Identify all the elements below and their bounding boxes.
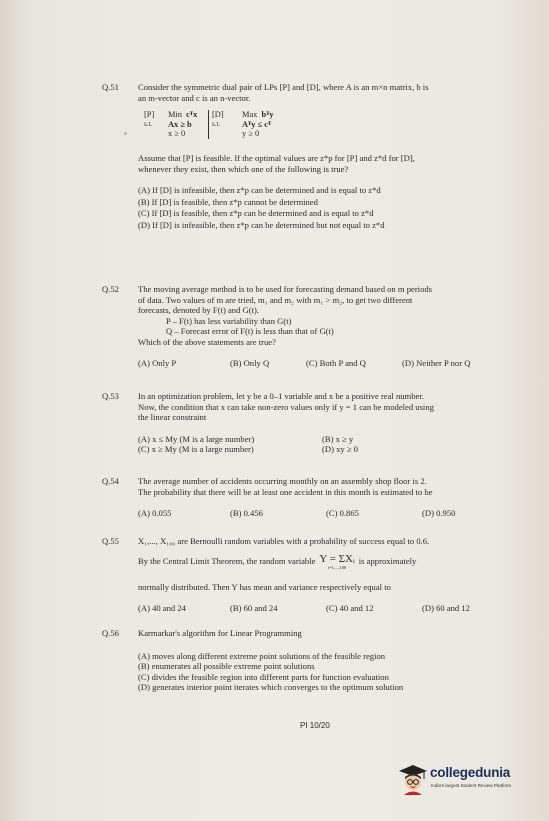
question-text: the linear constraint	[138, 412, 207, 423]
question-text: The moving average method is to be used for forecasting demand based on m periods	[138, 284, 433, 294]
question-number: Q.55	[102, 536, 119, 546]
logo-tagline: India's largest Student Review Platform	[431, 783, 512, 788]
lp-dual-pair	[144, 110, 524, 139]
option-a: (A) moves along different extreme point solutions of the feasible region	[138, 650, 386, 661]
option-d: (D) Neither P nor Q	[402, 357, 471, 368]
option-a: (A) If [D] is infeasible, then z*p can be determined and is equal to z*d	[138, 185, 381, 196]
option-d: (D) 60 and 12	[422, 603, 470, 614]
options-row	[138, 358, 524, 369]
dual-nonneg: y ≥ 0	[242, 129, 260, 139]
options-row	[138, 444, 524, 455]
primal-nonneg: x ≥ 0	[168, 129, 186, 139]
question-text: normally distributed. Then Y has mean and variance respectively equal to	[138, 581, 391, 592]
question-number: Q.53	[102, 391, 119, 401]
option-d: (D) xy ≥ 0	[322, 444, 358, 455]
question-text: By the Central Limit Theorem, the random variable	[138, 555, 316, 566]
question-text: Karmarkar's algorithm for Linear Programming	[138, 628, 302, 638]
option-b: (B) enumerates all possible extreme point solutions	[138, 661, 315, 672]
option-c: (C) x ≥ My (M is a large number)	[138, 444, 254, 455]
question-text: The probability that there will be at least one accident in this month is estimated to be	[138, 486, 433, 497]
option-c: (C) divides the feasible region into different parts for function evaluation	[138, 671, 389, 682]
primal-min: Min	[168, 110, 182, 120]
option-c: (C) If [D] is feasible, then z*p can be determined and is equal to z*d	[138, 208, 374, 219]
statement-p: P – F(t) has less variability than G(t)	[166, 315, 292, 326]
question-55	[104, 536, 524, 614]
option-b: (B) x ≥ y	[322, 433, 354, 444]
question-text: whenever they exist, then which one of the following is true?	[138, 163, 349, 174]
option-d: (D) 0.950	[422, 508, 456, 519]
primal-objective: cᵀx	[186, 110, 198, 120]
dual-objective: bᵀy	[261, 110, 274, 120]
statement-q: Q – Forecast error of F(t) is less than that of G(t)	[166, 326, 334, 337]
option-b: (B) 0.456	[230, 508, 263, 519]
option-a: (A) 0.055	[138, 508, 172, 519]
question-text: Assume that [P] is feasible. If the optimal values are z*p for [P] and z*d for [D],	[138, 152, 415, 163]
question-54	[104, 476, 524, 519]
primal-st: s.t.	[144, 119, 153, 128]
options-row	[138, 508, 524, 519]
question-53	[104, 391, 524, 455]
dual-lp	[208, 110, 288, 139]
option-c: (C) 0.865	[326, 508, 359, 519]
option-d: (D) If [D] is infeasible, then z*p can be determined but not equal to z*d	[138, 219, 385, 230]
primal-constraint: Ax ≥ b	[168, 119, 192, 129]
option-a: (A) 40 and 24	[138, 603, 186, 614]
sum-formula	[319, 553, 354, 570]
option-a: (A) x ≤ My (M is a large number)	[138, 433, 255, 444]
question-52	[104, 284, 524, 368]
primal-label: [P]	[144, 110, 155, 120]
question-text: X₁,..., X₁₀₀ are Bernoulli random variables with a probability of success equal to 0.6.	[138, 536, 430, 546]
question-number: Q.52	[102, 284, 119, 294]
question-text: Now, the condition that x can take non-zero values only if y = 1 can be modeled using	[138, 401, 434, 412]
question-text: is approximately	[358, 555, 417, 566]
question-text: The average number of accidents occurring monthly on an assembly shop floor is 2.	[138, 476, 427, 486]
options-row	[138, 603, 524, 614]
student-mascot-icon	[398, 764, 428, 796]
logo-wordmark: collegedunia	[430, 765, 511, 780]
option-b: (B) 60 and 24	[230, 603, 278, 614]
question-text: of data. Two values of m are tried, m₁ and m₂ with m₁ > m₂, to get two different	[138, 294, 413, 305]
question-text: In an optimization problem, let y be a 0–1 variable and x be a positive real number.	[138, 391, 424, 401]
collegedunia-logo	[398, 762, 540, 796]
option-b: (B) If [D] is feasible, then z*p cannot be determined	[138, 196, 318, 207]
question-text-with-formula	[138, 552, 524, 573]
question-number: Q.54	[102, 476, 119, 486]
option-c: (C) 40 and 12	[326, 603, 374, 614]
question-number: Q.51	[102, 82, 119, 92]
formula-limits: i=1,...,100	[327, 564, 347, 570]
question-text: an m-vector and c is an n-vector.	[138, 92, 251, 103]
primal-lp	[144, 110, 208, 139]
question-51	[104, 82, 524, 232]
option-a: (A) Only P	[138, 357, 177, 368]
option-d: (D) generates interior point iterates which converges to the optimum solution	[138, 682, 404, 693]
question-text: Consider the symmetric dual pair of LPs [P] and [D], where A is an m×n matrix, b is	[138, 82, 429, 92]
dual-constraint: Aᵀy ≤ cᵀ	[242, 119, 272, 129]
question-text: Which of the above statements are true?	[138, 336, 276, 347]
question-56	[104, 628, 524, 693]
formula-expression: Y = ΣXᵢ	[319, 552, 355, 565]
question-text: forecasts, denoted by F(t) and G(t).	[138, 305, 259, 316]
page-footer: PI 10/20	[300, 721, 330, 730]
dual-max: Max	[242, 110, 258, 120]
dual-st: s.t.	[212, 119, 221, 128]
option-c: (C) Both P and Q	[306, 357, 366, 368]
options-row	[138, 434, 524, 445]
dual-label: [D]	[212, 110, 224, 120]
option-b: (B) Only Q	[230, 357, 270, 368]
question-number: Q.56	[102, 628, 119, 638]
